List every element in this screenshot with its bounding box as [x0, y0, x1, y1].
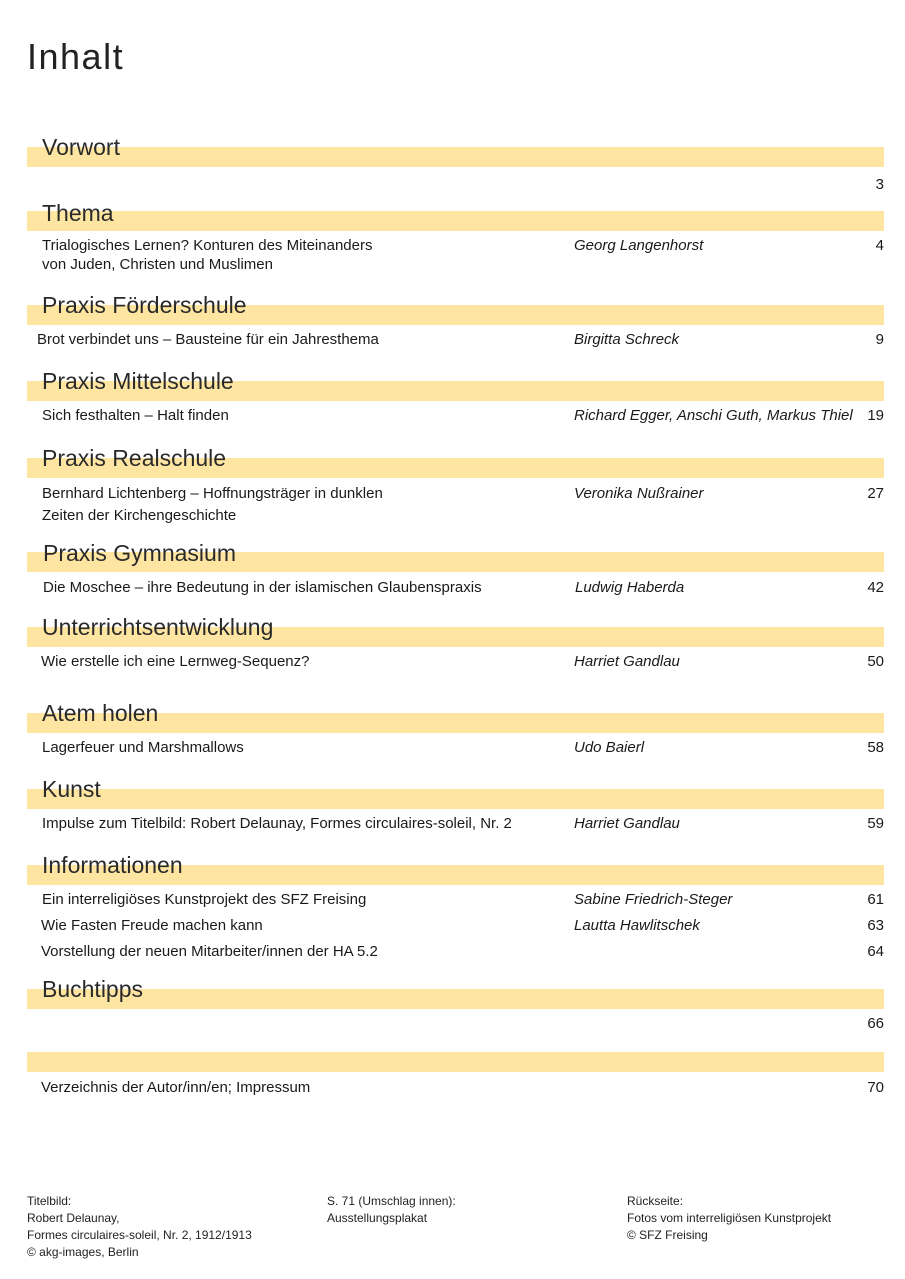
footer-rueckseite: [627, 1193, 831, 1244]
footer-titelbild: [27, 1193, 252, 1261]
entry-title: Ein interreligiöses Kunstprojekt des SFZ Freising: [42, 891, 367, 908]
footer-line: Ausstellungsplakat: [327, 1211, 428, 1225]
section-heading-informationen: Informationen: [42, 852, 183, 878]
page-number: 63: [867, 917, 884, 934]
page-title: Inhalt: [27, 36, 125, 77]
page-number: 42: [867, 579, 884, 596]
section-heading-gymnasium: Praxis Gymnasium: [43, 540, 236, 566]
entry-author: Richard Egger, Anschi Guth, Markus Thiel: [574, 407, 853, 424]
section-heading-foerderschule: Praxis Förderschule: [42, 292, 247, 318]
footer-umschlag: [327, 1193, 456, 1227]
page-number: 4: [875, 237, 884, 254]
footer-line: Robert Delaunay,: [27, 1211, 120, 1225]
entry-title: Wie Fasten Freude machen kann: [41, 917, 263, 934]
page-number: 61: [867, 891, 884, 908]
section-heading-unterricht: Unterrichtsentwicklung: [42, 614, 274, 640]
section-heading-realschule: Praxis Realschule: [42, 445, 227, 471]
section-band: [27, 989, 884, 1009]
footer-label: Titelbild:: [27, 1194, 72, 1208]
entry-title: Brot verbindet uns – Bausteine für ein Jahresthema: [37, 331, 379, 348]
page-number: 19: [867, 407, 884, 424]
page-number: 9: [875, 331, 884, 348]
entry-title: Die Moschee – ihre Bedeutung in der islamischen Glaubenspraxis: [43, 579, 482, 596]
entry-title: Zeiten der Kirchengeschichte: [42, 507, 237, 524]
footer-line: Formes circulaires-soleil, Nr. 2, 1912/1913: [27, 1228, 252, 1242]
footer-line: © akg-images, Berlin: [27, 1245, 139, 1259]
entry-title: Lagerfeuer und Marshmallows: [42, 739, 244, 756]
page-number: 50: [867, 653, 884, 670]
section-heading-vorwort: Vorwort: [42, 134, 120, 160]
entry-title: Verzeichnis der Autor/inn/en; Impressum: [41, 1079, 311, 1096]
entry-author: Ludwig Haberda: [575, 579, 685, 596]
section-band: [27, 1052, 884, 1072]
page-number: 66: [867, 1015, 884, 1032]
section-band: [27, 211, 884, 231]
section-heading-mittelschule: Praxis Mittelschule: [42, 368, 234, 394]
entry-author: Georg Langenhorst: [574, 237, 704, 254]
footer-label: Rückseite:: [627, 1194, 684, 1208]
entry-author: Harriet Gandlau: [574, 653, 680, 670]
page-number: 59: [867, 815, 884, 832]
section-heading-atem: Atem holen: [42, 700, 159, 726]
entry-title: Vorstellung der neuen Mitarbeiter/innen der HA 5.2: [41, 943, 378, 960]
page-number: 70: [867, 1079, 884, 1096]
section-heading-thema: Thema: [42, 200, 114, 226]
entry-title: Impulse zum Titelbild: Robert Delaunay, Formes circulaires-soleil, Nr. 2: [42, 815, 512, 832]
entry-author: Sabine Friedrich-Steger: [574, 891, 733, 908]
entry-author: Birgitta Schreck: [574, 331, 680, 348]
footer-label: S. 71 (Umschlag innen):: [327, 1194, 456, 1208]
section-heading-kunst: Kunst: [42, 776, 101, 802]
entry-author: Udo Baierl: [574, 739, 645, 756]
entry-author: Lautta Hawlitschek: [574, 917, 700, 934]
page-number: 3: [875, 176, 884, 193]
entry-title: Wie erstelle ich eine Lernweg-Sequenz?: [41, 653, 310, 670]
entry-title: von Juden, Christen und Muslimen: [42, 256, 273, 273]
page-number: 58: [867, 739, 884, 756]
footer-line: Fotos vom interreligiösen Kunstprojekt: [627, 1211, 832, 1225]
entry-title: Trialogisches Lernen? Konturen des Miteinanders: [42, 237, 373, 254]
section-band: [27, 147, 884, 167]
section-band: [27, 789, 884, 809]
footer-line: © SFZ Freising: [627, 1228, 708, 1242]
entry-author: Harriet Gandlau: [574, 815, 680, 832]
page-number: 64: [867, 943, 884, 960]
entry-title: Bernhard Lichtenberg – Hoffnungsträger in dunklen: [42, 485, 383, 502]
entry-author: Veronika Nußrainer: [574, 485, 704, 502]
page-number: 27: [867, 485, 884, 502]
entry-title: Sich festhalten – Halt finden: [42, 407, 229, 424]
section-heading-buchtipps: Buchtipps: [42, 976, 144, 1002]
